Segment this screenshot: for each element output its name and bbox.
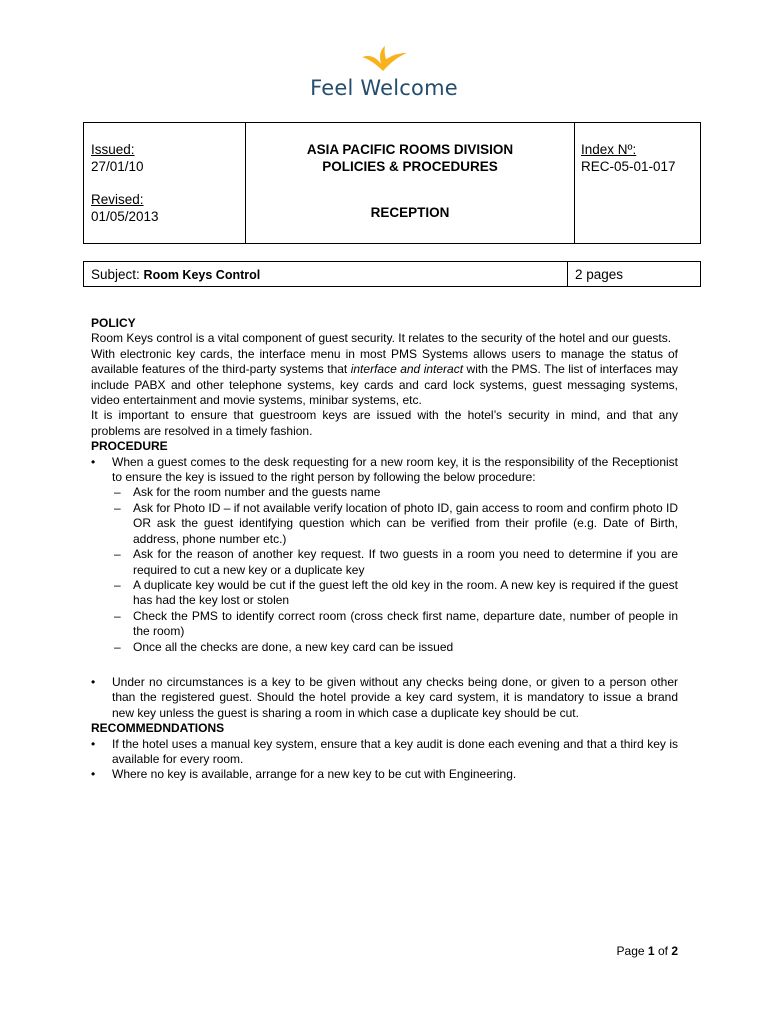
procedure-step: – Ask for the reason of another key request. If two guests in a room you need to determine if you are required to cut a new key or a duplicate key (112, 547, 678, 578)
procedure-step: – A duplicate key would be cut if the guest left the old key in the room. A new key is required if the guest has had the key lost or stolen (112, 578, 678, 609)
page-total: 2 (671, 944, 678, 958)
page-current: 1 (647, 944, 655, 958)
issued-label: Issued: (91, 142, 135, 157)
logo (0, 44, 768, 100)
document-header-table (83, 122, 701, 244)
policy-paragraph-1: Room Keys control is a vital component of guest security. It relates to the security of the hotel and our guests. (91, 331, 672, 346)
revised-label: Revised: (91, 192, 144, 207)
recommendations-heading: RECOMMEDNDATIONS (91, 721, 225, 736)
subject-table (83, 261, 701, 287)
procedure-step: – Ask for the room number and the guests name (112, 485, 678, 500)
policy-heading: POLICY (91, 316, 136, 330)
document-body (91, 316, 678, 783)
issue-info-cell (84, 123, 246, 244)
subject-value: Room Keys Control (143, 267, 261, 282)
policies-title: POLICIES & PROCEDURES (322, 159, 498, 174)
page-count: 2 pages (575, 266, 624, 282)
index-label: Index Nº: (581, 142, 637, 157)
procedure-step: – Once all the checks are done, a new key card can be issued (112, 640, 678, 655)
bird-logo-icon (359, 44, 409, 74)
procedure-heading: PROCEDURE (91, 439, 168, 454)
procedure-bullet-2: • Under no circumstances is a key to be given without any checks being done, or given to a person other than the registered guest. Should the hotel provide a key card system, it is mandatory to issue a brand new key unless the guest is sharing a room in which case a duplicate key should be cut. (91, 675, 678, 721)
procedure-steps (112, 485, 678, 654)
title-cell (246, 123, 575, 244)
index-cell (575, 123, 701, 244)
index-value: REC-05-01-017 (581, 159, 676, 174)
recommendation-item: • Where no key is available, arrange for a new key to be cut with Engineering. (91, 767, 678, 782)
page-count-cell (568, 262, 701, 287)
policy-paragraph-2: With electronic key cards, the interface menu in most PMS Systems allows users to manage the status of available features of the third-party systems that interface and interact with the PMS. The list of interfaces may include PABX and other telephone systems, key cards and card lock systems, guest messaging systems, video entertainment and movie systems, minibar systems, etc. (91, 346, 678, 408)
recommendations-list (91, 737, 678, 783)
issued-date: 27/01/10 (91, 159, 144, 174)
policy-paragraph-3: It is important to ensure that guestroom keys are issued with the hotel’s security in mind, and that any problems are resolved in a timely fashion. (91, 408, 678, 438)
procedure-list (91, 455, 678, 722)
department-title: RECEPTION (370, 205, 450, 220)
procedure-step: – Ask for Photo ID – if not available verify location of photo ID, gain access to room and confirm photo ID OR ask the guest identifying question which can be verified from their profile (e.g. Date of Birth, address, phone number etc.) (112, 501, 678, 547)
page-label: Page (616, 944, 645, 958)
recommendation-item: • If the hotel uses a manual key system, ensure that a key audit is done each evening and that a third key is available for every room. (91, 737, 678, 768)
subject-cell (84, 262, 568, 287)
page-footer (617, 944, 678, 958)
procedure-bullet-1: • When a guest comes to the desk requesting for a new room key, it is the responsibility of the Receptionist to ensure the key is issued to the right person by following the below procedure: – Ask for the room number and the guests name – Ask for Photo ID – if not available verify location of photo ID, gain access to room and confirm photo ID OR ask the guest identifying question which can be verified from their profile (e.g. Date of Birth, address, phone number etc.) – Ask for the reason of another key request. If two guests in a room you need to determine if you are required to cut a new key or a duplicate key – A duplicate key would be cut if the guest left the old key in the room. A new key is required if the guest has had the key lost or stolen – Check the PMS to identify correct room (cross check first name, departure date, number of people in the room) – Once all the checks are done, a new key card can be issued (91, 455, 678, 655)
logo-text: Feel Welcome (310, 76, 458, 100)
division-title: ASIA PACIFIC ROOMS DIVISION (306, 142, 514, 157)
procedure-step: – Check the PMS to identify correct room (cross check first name, departure date, number of people in the room) (112, 609, 678, 640)
page-of: of (657, 944, 668, 958)
subject-label: Subject: (91, 266, 140, 282)
revised-date: 01/05/2013 (91, 209, 159, 224)
